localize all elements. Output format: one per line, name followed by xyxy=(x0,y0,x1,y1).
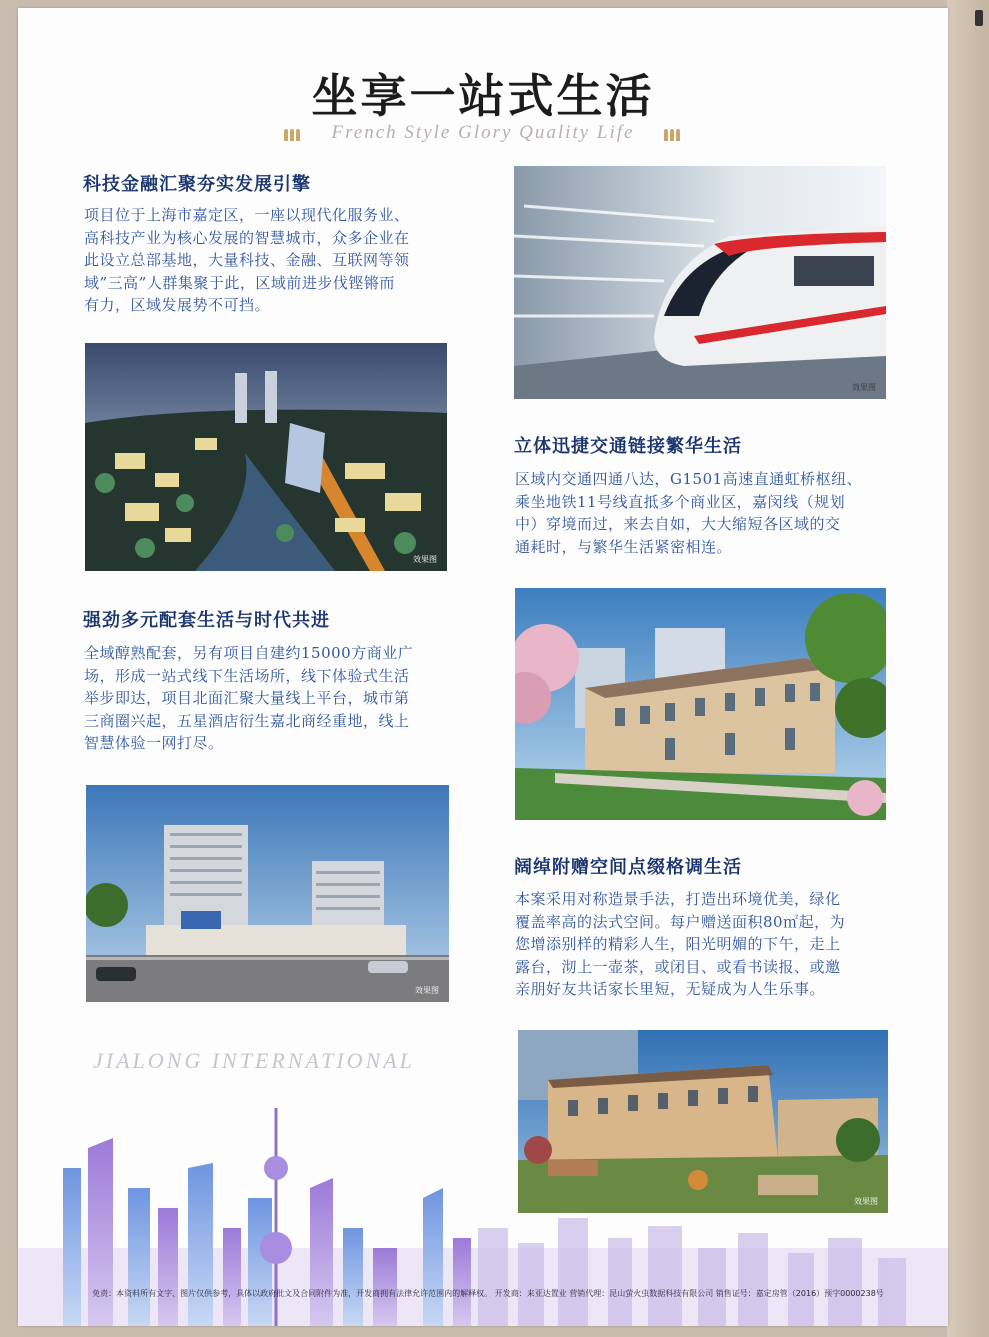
shopping-mall-image xyxy=(86,785,449,1002)
text-line: 乘坐地铁11号线直抵多个商业区，嘉闵线（规划 xyxy=(515,492,846,511)
text-line: 亲朋好友共话家长里短，无疑成为人生乐事。 xyxy=(515,980,826,998)
text-line: 中）穿境而过，来去自如，大大缩短各区域的交 xyxy=(515,515,841,533)
text-line: 通耗时，与繁华生活紧密相连。 xyxy=(515,537,733,556)
text-line: 高科技产业为核心发展的智慧城市，众多企业在 xyxy=(84,228,410,247)
night-city-aerial-image xyxy=(85,343,447,571)
binder-clip xyxy=(975,10,983,26)
text-line: 场，形成一站式线下生活场所，线下体验式生活 xyxy=(84,666,410,685)
section-text-transport xyxy=(515,468,895,558)
section-heading-space: 阔绰附赠空间点缀格调生活 xyxy=(514,857,742,878)
text-line: 全域醇熟配套，另有项目自建约15000方商业广 xyxy=(84,644,414,662)
high-speed-train-image xyxy=(514,166,886,399)
text-line: 智慧体验一网打尽。 xyxy=(84,734,224,752)
text-line: 露台，沏上一壶茶，或闭目、或看书读报、或邀 xyxy=(515,957,841,976)
text-line: 项目位于上海市嘉定区，一座以现代化服务业、 xyxy=(84,206,410,224)
text-line: 此设立总部基地，大量科技、金融、互联网等领 xyxy=(84,251,410,269)
page-subtitle: French Style Glory Quality Life xyxy=(331,122,635,143)
right-ornament-icon xyxy=(664,126,690,140)
render-caption: 效果图 xyxy=(413,555,437,564)
section-text-tech-finance xyxy=(84,204,464,317)
text-line: 三商圈兴起，五星酒店衍生嘉北商经重地，线上 xyxy=(84,711,410,730)
french-villas-image xyxy=(515,588,886,820)
text-line: 举步即达，项目北面汇聚大量线上平台，城市第 xyxy=(84,689,410,707)
brochure-page xyxy=(18,8,948,1326)
page-title: 坐享一站式生活 xyxy=(311,69,655,123)
page-edge-strip xyxy=(947,0,989,1337)
section-text-amenities xyxy=(84,642,464,755)
section-heading-tech-finance: 科技金融汇聚夯实发展引擎 xyxy=(83,174,311,195)
section-heading-transport: 立体迅捷交通链接繁华生活 xyxy=(514,436,742,457)
section-heading-amenities: 强劲多元配套生活与时代共进 xyxy=(83,610,330,631)
text-line: 域”三高”人群集聚于此，区域前进步伐铿锵而 xyxy=(84,273,395,292)
render-caption: 效果图 xyxy=(415,986,439,995)
text-line: 覆盖率高的法式空间。每户赠送面积80㎡起，为 xyxy=(515,912,846,931)
text-line: 本案采用对称造景手法，打造出环境优美，绿化 xyxy=(515,890,841,908)
render-caption: 效果图 xyxy=(854,1197,878,1206)
brand-watermark: JIALONG INTERNATIONAL xyxy=(93,1048,415,1073)
render-caption: 效果图 xyxy=(852,383,876,392)
section-text-space xyxy=(515,888,895,1001)
text-line: 区域内交通四通八达，G1501高速直通虹桥枢纽、 xyxy=(515,470,863,488)
text-line: 您增添别样的精彩人生，阳光明媚的下午，走上 xyxy=(515,935,841,953)
text-line: 有力，区域发展势不可挡。 xyxy=(84,296,271,314)
legal-footer: 免责：本资料所有文字、图片仅供参考，具体以政府批文及合同附件为准，开发商拥有法律允许范围内的解释权。 开发商：来亚达置业 营销代理：昆山萤火虫数据科技有限公司 销售证号：嘉定房管（2016）预字0000238号 xyxy=(92,1289,884,1298)
